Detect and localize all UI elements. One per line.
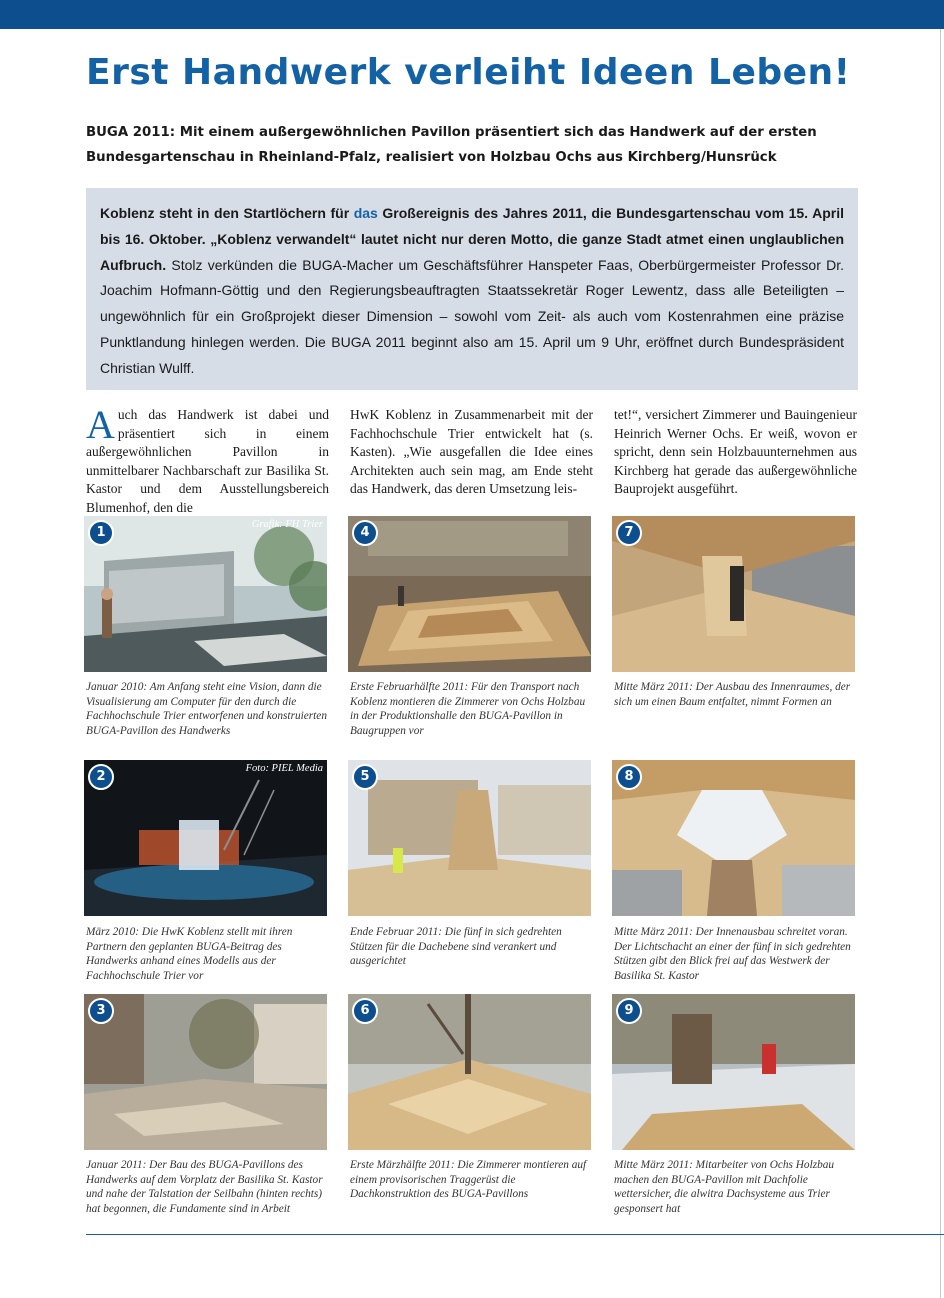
photo-8-image xyxy=(612,760,855,916)
photo-7-caption: Mitte März 2011: Der Ausbau des Innenraumes, der sich um einen Baum entfaltet, nimmt Formen an xyxy=(614,681,851,708)
article-lead: BUGA 2011: Mit einem außergewöhnlichen Pavillon präsentiert sich das Handwerk auf der ersten Bundesgartenschau in Rheinland-Pfalz, realisiert von Holzbau Ochs aus Kirchberg/Hunsrück xyxy=(86,125,817,165)
photo-4 xyxy=(348,516,591,672)
photo-2-number: 2 xyxy=(88,764,114,790)
photo-8-number: 8 xyxy=(616,764,642,790)
photo-7-number: 7 xyxy=(616,520,642,546)
photo-6-image xyxy=(348,994,591,1150)
body-column-1-text: uch das Handwerk ist dabei und präsentiert sich in einem außergewöhnlichen Pavillon in unmittelbarer Nachbarschaft zur Basilika St. Kastor und dem Ausstellungsbereich Blumenhof, den die xyxy=(86,407,329,515)
intro-paragraph xyxy=(100,201,844,382)
photo-2-image xyxy=(84,760,327,916)
photo-1-number: 1 xyxy=(88,520,114,546)
intro-bold-a: Koblenz steht in den Startlöchern für xyxy=(100,205,354,221)
photo-5-caption: Ende Februar 2011: Die fünf in sich gedrehten Stützen für die Dachebene sind verankert und ausgerichtet xyxy=(350,926,562,968)
intro-box xyxy=(86,188,858,390)
photo-2 xyxy=(84,760,327,916)
photo-8 xyxy=(612,760,855,916)
photo-5 xyxy=(348,760,591,916)
bottom-rule xyxy=(86,1234,944,1235)
photo-4-number: 4 xyxy=(352,520,378,546)
photo-9-number: 9 xyxy=(616,998,642,1024)
photo-7 xyxy=(612,516,855,672)
photo-4-image xyxy=(348,516,591,672)
photo-1-caption: Januar 2010: Am Anfang steht eine Vision, dann die Visualisierung am Computer für den durch die Fachhochschule Trier entworfenen und konstruierten BUGA-Pavillon des Handwerks xyxy=(86,681,327,737)
photo-7-image xyxy=(612,516,855,672)
photo-6-caption: Erste Märzhälfte 2011: Die Zimmerer montieren auf einem provisorischen Traggerüst die Dachkonstruktion des BUGA-Pavillons xyxy=(350,1159,587,1201)
article-title: Erst Handwerk verleiht Ideen Leben! xyxy=(86,52,851,93)
intro-bold-b: Großereignis des Jahres 2011, die Bundesgartenschau vom 15. April bis 16. Oktober. „Koblenz verwandelt“ lautet nicht nur deren Motto, die ganze Stadt atmet einen unglaublichen Aufbruch. xyxy=(100,205,844,273)
photo-1-image xyxy=(84,516,327,672)
drop-cap: A xyxy=(86,402,115,447)
intro-bold-highlight: das xyxy=(353,205,378,221)
photo-9 xyxy=(612,994,855,1150)
intro-regular: Stolz verkünden die BUGA-Macher um Geschäftsführer Hanspeter Faas, Oberbürgermeister Professor Dr. Joachim Hofmann-Göttig und den Regierungsbeauftragten Staatssekretär Roger Lewentz, dass alle Beteiligten – ungewöhnlich für ein Großprojekt dieser Dimension – sowohl vom Zeit- als auch vom Kostenrahmen eine präzise Punktlandung hinlegen werden. Die BUGA 2011 beginnt also am 15. April um 9 Uhr, eröffnet durch Bundespräsident Christian Wulff. xyxy=(100,256,844,376)
photo-3 xyxy=(84,994,327,1150)
photo-9-caption: Mitte März 2011: Mitarbeiter von Ochs Holzbau machen den BUGA-Pavillon mit Dachfolie wettersicher, die alwitra Dachsysteme aus Trier gesponsert hat xyxy=(614,1159,835,1215)
photo-1-credit: Grafik: FH Trier xyxy=(251,519,323,530)
photo-9-image xyxy=(612,994,855,1150)
photo-3-caption: Januar 2011: Der Bau des BUGA-Pavillons des Handwerks auf dem Vorplatz der Basilika St. Kastor und nahe der Talstation der Seilbahn (hinten rechts) hat begonnen, die Fundamente sind in Arbeit xyxy=(86,1159,323,1215)
body-columns xyxy=(86,402,858,515)
body-column-2: HwK Koblenz in Zusammenarbeit mit der Fachhochschule Trier entwickelt hat (s. Kasten). „Wie ausgefallen die Idee eines Architekten auch sein mag, am Ende steht das Handwerk, das deren Umsetzung leis- xyxy=(350,407,593,497)
photo-2-credit: Foto: PIEL Media xyxy=(245,763,323,774)
photo-5-number: 5 xyxy=(352,764,378,790)
body-column-1 xyxy=(86,402,329,518)
photo-4-caption: Erste Februarhälfte 2011: Für den Transport nach Koblenz montieren die Zimmerer von Ochs Holzbau in der Produktionshalle den BUGA-Pavillon in Baugruppen vor xyxy=(350,681,586,737)
photo-5-image xyxy=(348,760,591,916)
photo-1 xyxy=(84,516,327,672)
photo-8-caption: Mitte März 2011: Der Innenausbau schreitet voran. Der Lichtschacht an einer der fünf in sich gedrehten Stützen gibt den Blick frei auf das Westwerk der Basilika St. Kastor xyxy=(614,926,851,982)
photo-2-caption: März 2010: Die HwK Koblenz stellt mit ihren Partnern den geplanten BUGA-Beitrag des Handwerks anhand eines Modells aus der Fachhochschule Trier vor xyxy=(86,926,293,982)
photo-6 xyxy=(348,994,591,1150)
photo-3-image xyxy=(84,994,327,1150)
top-color-bar xyxy=(0,0,944,29)
body-column-3: tet!“, versichert Zimmerer und Bauingenieur Heinrich Werner Ochs. Er weiß, wovon er spricht, denn sein Holzbauunternehmen aus Kirchberg hat gerade das außergewöhnliche Bauprojekt ausgeführt. xyxy=(614,407,857,497)
photo-6-number: 6 xyxy=(352,998,378,1024)
photo-3-number: 3 xyxy=(88,998,114,1024)
page-edge-line xyxy=(940,29,941,1298)
